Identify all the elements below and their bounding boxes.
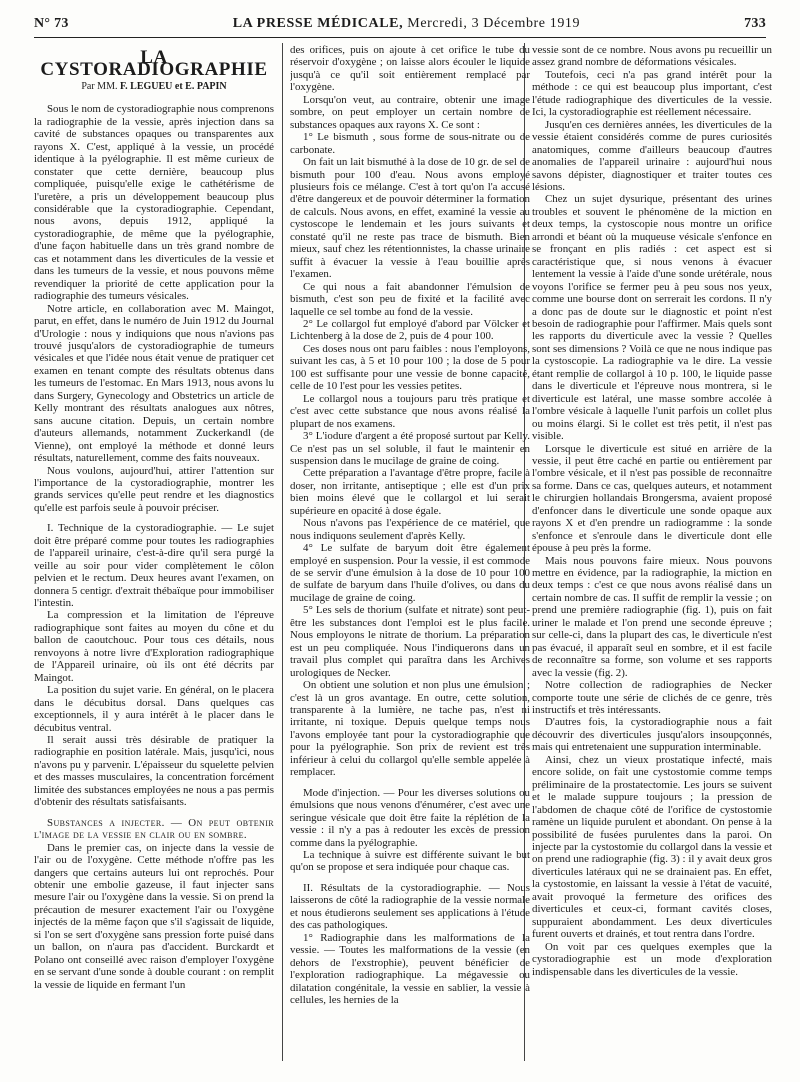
- paragraph: La compression et la limitation de l'épreuve radiographique sont faites au moyen du cône et du ballon de caoutchouc. Pour tous ces détails, nous renvoyons à notre livre d'Exploration radiographique de l'Appareil urinaire, où ils ont été décrits par Maingot.: [34, 609, 274, 684]
- paragraph: Le collargol nous a toujours paru très pratique et c'est avec cette substance que nous avons réalisé la plupart de nos examens.: [290, 392, 530, 430]
- article-authors: [34, 81, 274, 93]
- paragraph: Ainsi, chez un vieux prostatique infecté, mais encore solide, on fait une cystostomie comme temps préliminaire de la prostatectomie. Les jours se suivent et le malade suppure toujours ; la pression de l'abdomen de chaque côté de l'orifice de cystostomie ramène un liquide purulent et abondant. On pense à la possibilité de fusées purulentes dans la paroi. On injecte par la cystostomie du collargol dans la vessie et on prend une radiographie (fig. 3) : il y avait deux gros diverticules latéraux qui ne se drainaient pas. En effet, la cystostomie, en laissant la vessie à l'état de vacuité, avait provoqué la fermeture des orifices des diverticules et ceux-ci, formant cavités closes, suppuraient abondamment. Les deux diverticules furent ouverts et drainés, et tout rentra dans l'ordre.: [532, 753, 772, 941]
- page-header: [34, 16, 766, 34]
- paragraph: des orifices, puis on ajoute à cet orifice le tube du réservoir d'oxygène ; on laisse alors écouler le liquide jusqu'à ce qu'il soit entièrement remplacé par l'oxygène.: [290, 44, 530, 94]
- paragraph: 4° Le sulfate de baryum doit être également employé en suspension. Pour la vessie, il est commode de se servir d'une émulsion à la dose de 10 pour 100 de sulfate de baryum dans l'huile d'olives, ou dans du mucilage de graine de coing.: [290, 542, 530, 604]
- paragraph: Cette préparation a l'avantage d'être propre, facile à doser, non irritante, antiseptique ; elle est d'un prix bien moins élevé que le collargol et lui serait supérieure en opacité à dose égale.: [290, 467, 530, 517]
- page-number: 733: [744, 16, 766, 31]
- paragraph: On obtient une solution et non plus une émulsion ; c'est là un gros avantage. En outre, cette solution, transparente à la lumière, ne tache pas, n'est ni irritante, ni toxique. Depuis quelque temps nous l'avons employée tant pour la cystoradiographie que pour la pyélographie. Son prix de revient est très inférieur à celui du collargol qu'elle semble appelée à remplacer.: [290, 679, 530, 779]
- paragraph: Il serait aussi très désirable de pratiquer la radiographie en position latérale. Mais, jusqu'ici, nous n'avons pu y parvenir. L'épaisseur du squelette pelvien et des masses musculaires, la concentration forcément limitée des substances employées ne nous a pas permis d'obtenir des résultats satisfaisants.: [34, 734, 274, 809]
- column-1: [34, 44, 274, 1062]
- column-divider-1: [282, 43, 283, 1061]
- paragraph: Nous voulons, aujourd'hui, attirer l'attention sur l'importance de la cystoradiographie, montrer les grands services qu'elle peut rendre et les diagnostics qu'elle est parfois seule à pouvoir préciser.: [34, 464, 274, 514]
- authors-names: F. LEGUEU et E. PAPIN: [119, 80, 227, 92]
- issue-date: Mercredi, 3 Décembre 1919: [407, 16, 581, 31]
- subsection-mode-injection: Mode d'injection. — Pour les diverses solutions ou émulsions que nous venons d'énumérer, c'est avec une seringue vésicale que doit être faite la réplétion de la vessie : il n'y a pas à redouter les excès de pression comme dans la pyélographie.: [290, 786, 530, 849]
- paragraph: Chez un sujet dysurique, présentant des urines troubles et souvent le phénomène de la miction en deux temps, la cystoscopie nous montre un orifice arrondi et béant où la muqueuse vésicale s'enfonce en se fronçant en plis radiés : cet aspect est si caractéristique que, si nous venons à évacuer lentement la vessie à l'aide d'une sonde urétérale, nous voyons l'orifice se fermer peu à peu sous nos yeux, comme une bourse dont on serrerait les cordons. Il n'y a donc pas de doute sur le diagnostic et point n'est besoin de radiographie pour l'affirmer. Mais quels sont les rapports du diverticule avec la vessie ? Quelles sont ses dimensions ? Voilà ce que ne nous indique pas la cystoscopie. La radiographie va le dire. La vessie étant remplie de collargol à 10 p. 100, le liquide passe dans le diverticule et l'épreuve nous montrera, si le diverticule est latéral, une masse sombre accolée à l'ombre vésicale à laquelle l'unit parfois un collet plus ou moins élargi. Si le collet est très petit, il n'est pas visible.: [532, 193, 772, 443]
- authors-prefix: Par MM.: [81, 80, 118, 92]
- paragraph: Sous le nom de cystoradiographie nous comprenons la radiographie de la vessie, après injection dans sa cavité de substances opaques ou transparentes aux rayons X. C'est, appliqué à la vessie, un procédé identique à la pyélographie. Il est même curieux de constater que cette dernière, beaucoup plus compliquée, puisqu'elle exige le cathétérisme de l'uretère, a pris un développement beaucoup plus considérable que la cystoradiographie. Cependant, nous avons, depuis 1912, appliqué la cystoradiographie, de même que la pyélographie, d'une façon habituelle dans un très grand nombre de cas et notamment dans les diverticules de la vessie et dans les tumeurs de la vessie, et nous pouvons même revendiquer la priorité de cette application pour la radiographie des tumeurs vésicales.: [34, 103, 274, 303]
- paragraph: 5° Les sels de thorium (sulfate et nitrate) sont peut-être les substances dont l'emploi est le plus facile. Nous employons le nitrate de thorium. La préparation est un peu compliquée. Nous l'indiquerons dans un travail plus complet qui paraîtra dans les Archives urologiques de Necker.: [290, 604, 530, 679]
- paragraph: Toutefois, ceci n'a pas grand intérêt pour la méthode : ce qui est beaucoup plus important, c'est l'étude radiographique des diverticules de la vessie. Ici, la cystoradiographie est réellement nécessaire.: [532, 68, 772, 119]
- column-2: [290, 44, 530, 1062]
- paragraph: Notre collection de radiographies de Necker comporte toute une série de clichés de ce genre, très instructifs et très intéressants.: [532, 679, 772, 717]
- column-3: [532, 44, 772, 1062]
- paragraph: La position du sujet varie. En général, on le placera dans le décubitus dorsal. Dans quelques cas exceptionnels, il y aura intérêt à le placer dans le décubitus ventral.: [34, 684, 274, 734]
- paragraph: Lorsque le diverticule est situé en arrière de la vessie, il peut être caché en partie ou entièrement par l'ombre vésicale, et il n'est pas possible de reconnaître sa forme. Dans ce cas, quelques auteurs, et notamment le chirurgien hollandais Brongersma, avaient proposé d'enfoncer dans le diverticule une sonde opaque aux rayons X et d'en prendre un radiogramme : la sonde s'enfonce et s'enroule dans le diverticule dont elle épouse à peu près la forme.: [532, 442, 772, 555]
- paragraph: 2° Le collargol fut employé d'abord par Völcker et Lichtenberg à la dose de 2, puis de 4 pour 100.: [290, 317, 530, 343]
- paragraph: 3° L'iodure d'argent a été proposé surtout par Kelly. Ce n'est pas un sel soluble, il faut le maintenir en suspension dans le mucilage de graine de coing.: [290, 430, 530, 467]
- journal-masthead: [233, 16, 580, 32]
- paragraph: On fait un lait bismuthé à la dose de 10 gr. de sel de bismuth pour 100 d'eau. Nous avons employé plusieurs fois ce mélange. C'est à tort qu'on l'a accusé d'être dangereux et de pouvoir déterminer la formation de calculs. Nous avons, en effet, examiné la vessie au cystoscope le lendemain et les jours suivants et constaté qu'il ne reste pas trace de bismuth. Bien mieux, sauf chez les rétentionnistes, la chasse urinaire suffit à évacuer la vessie à l'eau bouillie après l'examen.: [290, 156, 530, 281]
- paragraph: Dans le premier cas, on injecte dans la vessie de l'air ou de l'oxygène. Cette méthode n'offre pas les dangers que certains auteurs lui ont reprochés. Pour obtenir une embolie gazeuse, il faut injecter sans mesure l'air ou l'oxygène dans la vessie. Si on prend la précaution de mesurer exactement l'air ou l'oxygène injectés de la même façon que s'il s'agissait de liquide, si l'on se sert d'oxygène sans pression forte puisé dans un ballon, on n'aura pas d'accident. Burckardt et Polano ont conseillé avec raison d'employer l'oxygène en se servant d'une sonde à double courant : on remplit la vessie de liquide en fermant l'un: [34, 841, 274, 991]
- article-title: LA CYSTORADIOGRAPHIE: [40, 47, 268, 81]
- section-heading-resultats: II. Résultats de la cystoradiographie. — Nous laisserons de côté la radiographie de la vessie normale et nous étudierons seulement ses applications à l'étude des cas pathologiques.: [290, 881, 530, 932]
- paragraph: vessie sont de ce nombre. Nous avons pu recueillir un assez grand nombre de déformations vésicales.: [532, 44, 772, 69]
- paragraph: Nous n'avons pas l'expérience de ce matériel, que nous indiquons seulement d'après Kelly.: [290, 517, 530, 542]
- paragraph: Ce qui nous a fait abandonner l'émulsion de bismuth, c'est son peu de fixité et la facilité avec laquelle ce sel tombe au fond de la vessie.: [290, 280, 530, 318]
- issue-number: N° 73: [34, 16, 69, 31]
- subsection-substances: Substances a injecter. — On peut obtenir l'image de la vessie en clair ou en sombre.: [34, 816, 274, 842]
- paragraph: 1° Le bismuth , sous forme de sous-nitrate ou de carbonate.: [290, 131, 530, 156]
- section-heading-technique: I. Technique de la cystoradiographie. — Le sujet doit être préparé comme pour toutes les radiographies de l'appareil urinaire, c'est-à-dire qu'il sera purgé la veille au soir pour vider complètement le côlon pelvien et le rectum. Deux heures avant l'examen, on donnera 5 centigr. d'extrait thébaïque pour immobiliser l'intestin.: [34, 522, 274, 610]
- paragraph: Lorsqu'on veut, au contraire, obtenir une image sombre, on peut employer un certain nombre de substances opaques aux rayons X. Ce sont :: [290, 93, 530, 131]
- paragraph: La technique à suivre est différente suivant le but qu'on se propose et sera indiquée pour chaque cas.: [290, 849, 530, 874]
- header-rule: [34, 37, 766, 38]
- paragraph: D'autres fois, la cystoradiographie nous a fait découvrir des diverticules jusqu'alors insoupçonnés, mais qui entretenaient une suppuration interminable.: [532, 716, 772, 754]
- paragraph: Mais nous pouvons faire mieux. Nous pouvons mettre en évidence, par la radiographie, la miction en deux temps : c'est ce que nous avons réalisé dans un certain nombre de cas. Il suffit de remplir la vessie ; on prend une première radiographie (fig. 1), puis on fait uriner le malade et l'on prend une seconde épreuve ; sur celle-ci, dans la plupart des cas, le diverticule n'est pas évacué, il apparaît seul en sombre, et il est facile de reconnaître sa forme, son volume et ses rapports avec la vessie (fig. 2).: [532, 554, 772, 679]
- paragraph: Ces doses nous ont paru faibles : nous l'employons, suivant les cas, à 5 et 10 pour 100 ; la dose de 5 pour 100 est suffisante pour une vessie de bonne capacité, celle de 10 l'est pour les vessies petites.: [290, 342, 530, 393]
- paragraph: 1° Radiographie dans les malformations de la vessie. — Toutes les malformations de la vessie (en dehors de l'exstrophie), peuvent bénéficier de l'exploration radiographique. La mégavessie ou dilatation congénitale, la vessie en sablier, la vessie à cellules, les hernies de la: [290, 931, 530, 1006]
- paragraph: Notre article, en collaboration avec M. Maingot, parut, en effet, dans le numéro de Juin 1912 du Journal d'Urologie : nous y indiquions que nous n'avions pas trouvé jusqu'alors de cystoradiographie de tumeurs vésicales et que l'idée nous était venue de pratiquer cet examen en tenant compte des résultats obtenus dans les tumeurs de l'estomac. En Mars 1913, nous avons lu dans Surgery, Gynecology and Obstetrics un article de Kelly montrant des résultats analogues aux nôtres, sans aucune citation. Depuis, un certain nombre d'auteurs allemands, notamment Zuckerkandl (de Vienne), ont employé la méthode et donné leurs résultats, naturellement, comme des faits nouveaux.: [34, 302, 274, 465]
- paragraph: On voit par ces quelques exemples que la cystoradiographie est un mode d'exploration indispensable dans les diverticules de la vessie.: [532, 940, 772, 978]
- paragraph: Jusqu'en ces dernières années, les diverticules de la vessie étaient considérés comme de pures curiosités anatomiques, comme d'ailleurs beaucoup d'autres anomalies de l'appareil urinaire : aujourd'hui nous savons dépister, diagnostiquer et traiter toutes ces lésions.: [532, 118, 772, 193]
- journal-name: LA PRESSE MÉDICALE,: [232, 16, 404, 31]
